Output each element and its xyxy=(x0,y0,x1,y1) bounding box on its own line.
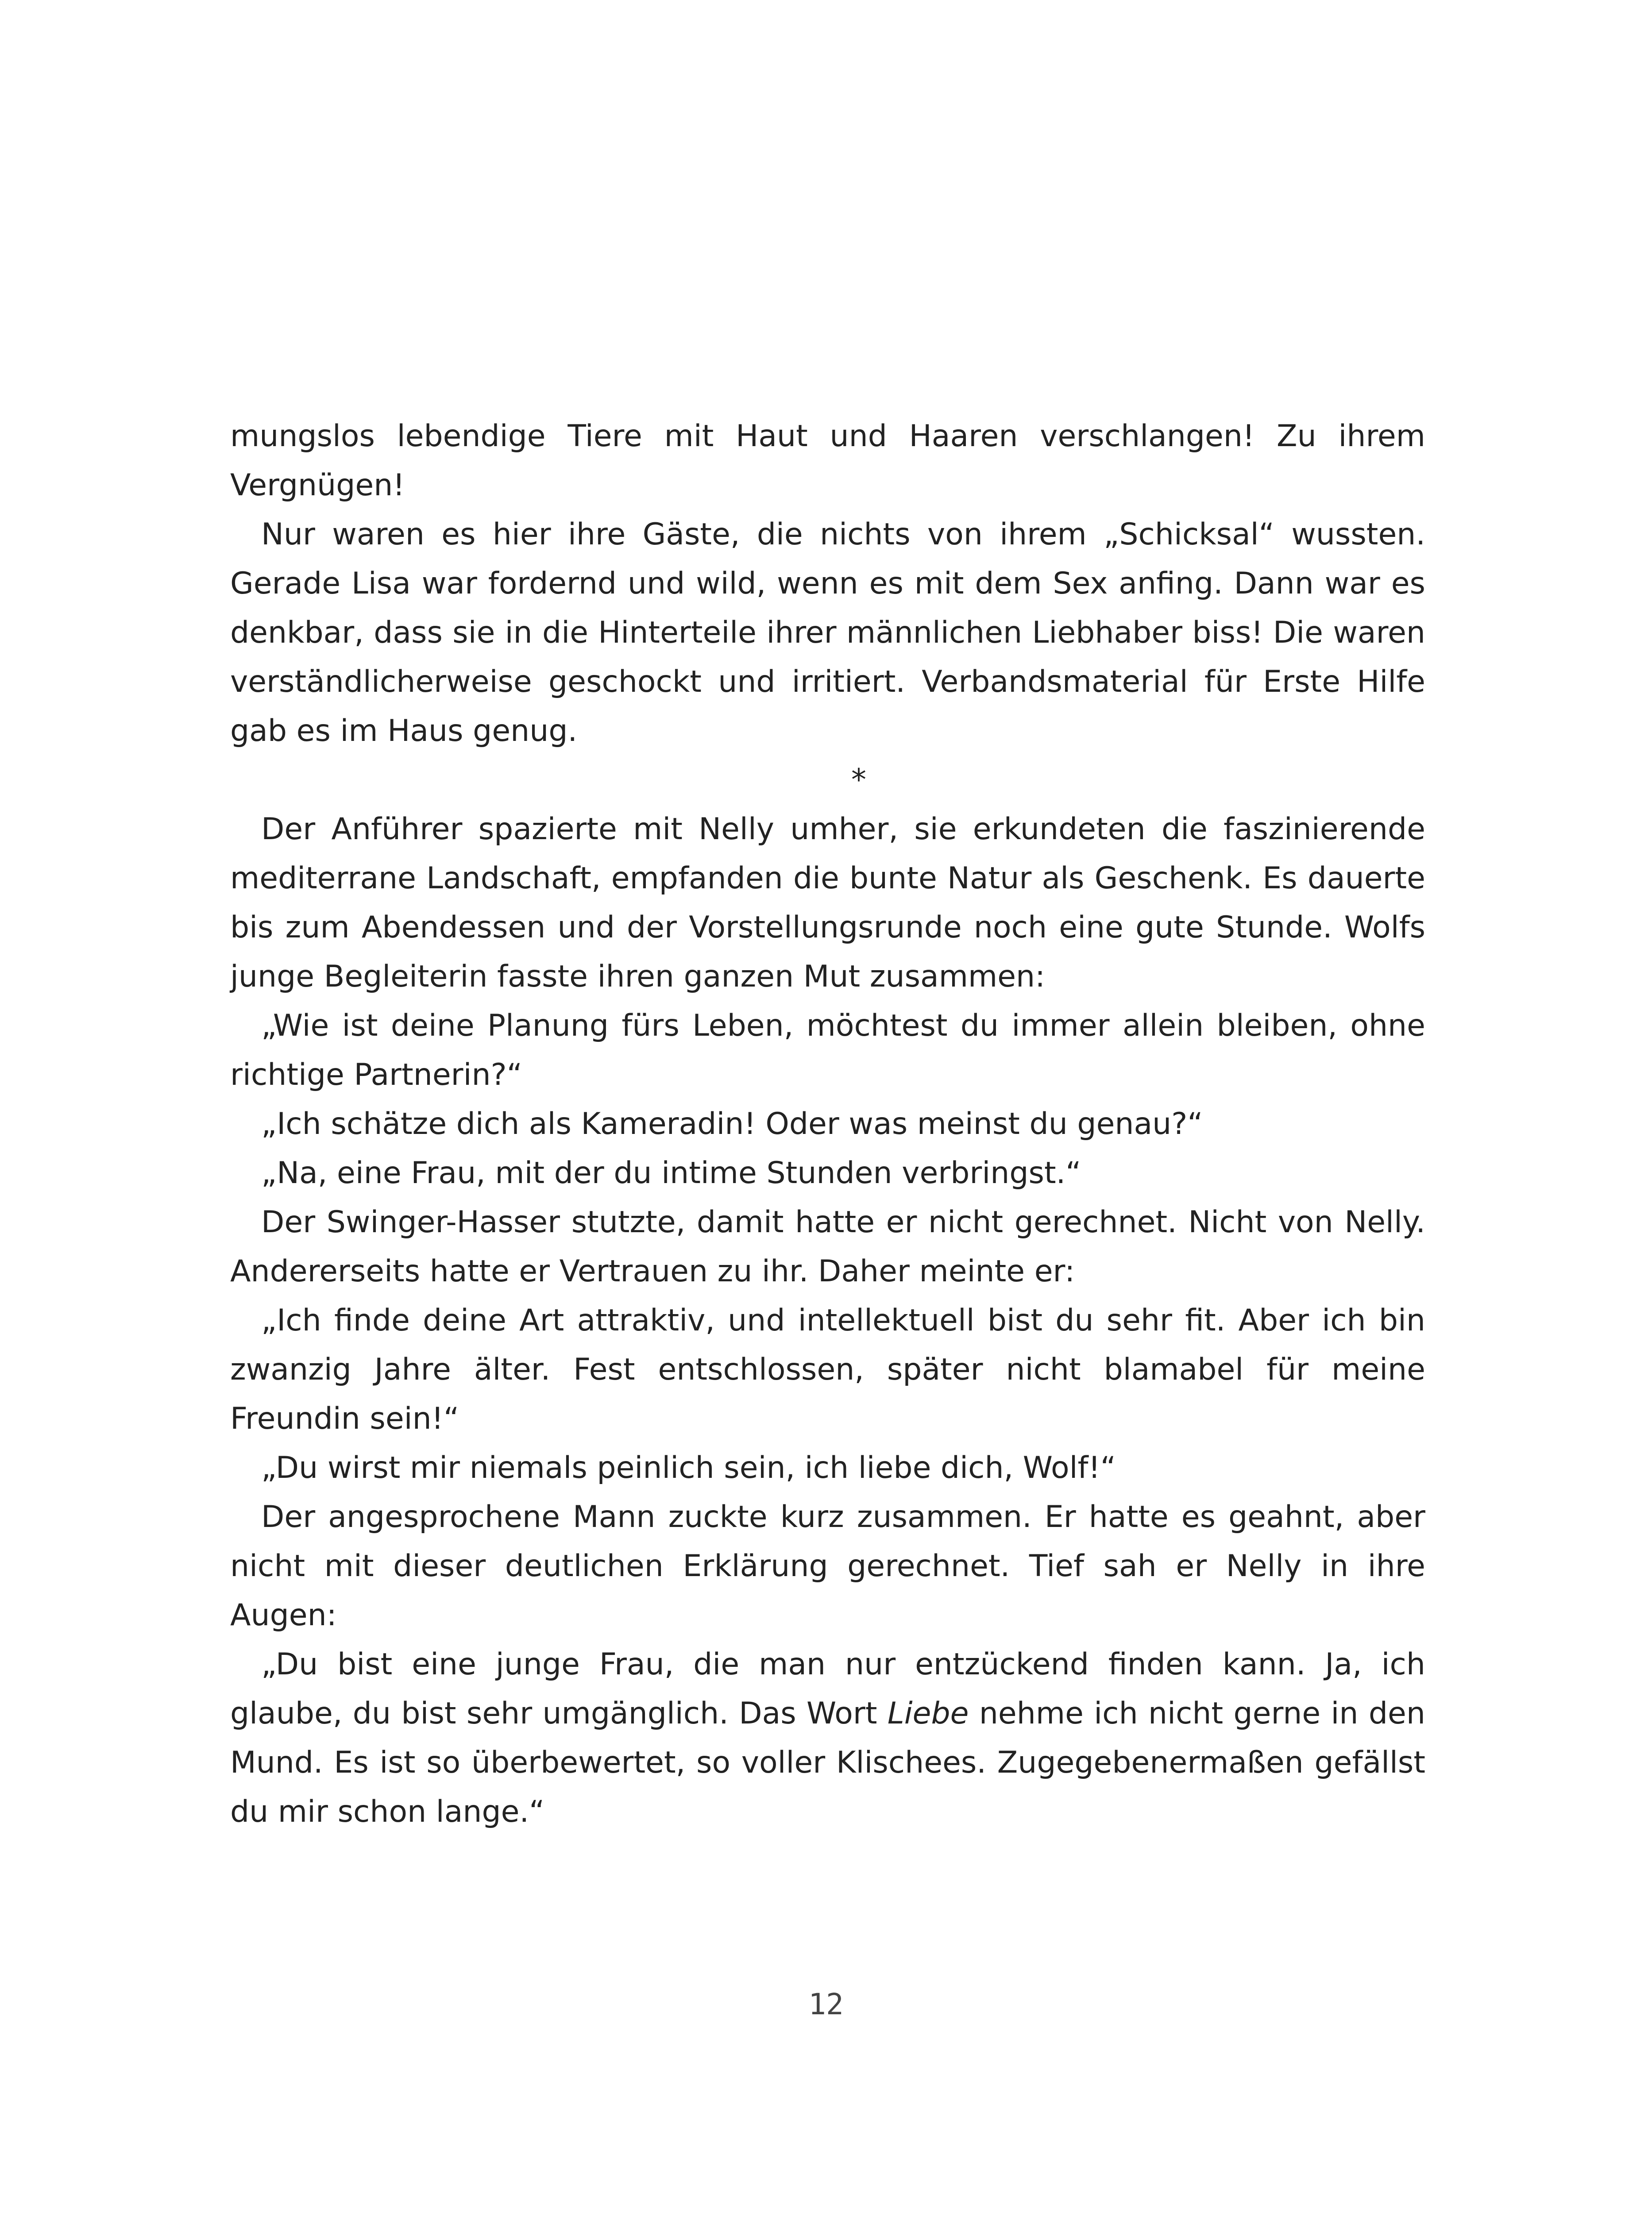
section-separator: * xyxy=(851,763,866,798)
paragraph: „Ich schätze dich als Kameradin! Oder was meinst du genau?“ xyxy=(261,1106,1203,1141)
body-text xyxy=(230,412,1425,1836)
paragraph: Nur waren es hier ihre Gäste, die nichts von ihrem „Schicksal“ wussten. Gerade Lisa war fordernd und wild, wenn es mit dem Sex anfing. Dann war es denkbar, dass sie in die Hinterteile ihrer männlichen Liebhaber biss! Die waren verständlicherweise geschockt und irritiert. Verbandsmaterial für Erste Hilfe gab es im Haus genug. xyxy=(230,517,1425,748)
paragraph-last xyxy=(230,1640,1425,1836)
paragraph-text-after-italic: nehme ich nicht gerne in den Mund. Es ist so überbewertet, so voller Klischees. Zugegebenermaßen gefällst du mir schon lange.“ xyxy=(230,1696,1425,1829)
paragraph: „Na, eine Frau, mit der du intime Stunden verbringst.“ xyxy=(261,1156,1081,1191)
italic-word: Liebe xyxy=(887,1696,969,1731)
paragraph: mungslos lebendige Tiere mit Haut und Haaren verschlangen! Zu ihrem Vergnügen! xyxy=(230,419,1425,503)
paragraph-text-before-italic: „Du bist eine junge Frau, die man nur entzückend finden kann. Ja, ich glaube, du bist sehr umgänglich. Das Wort xyxy=(230,1647,1425,1731)
paragraph: Der Anführer spazierte mit Nelly umher, sie erkundeten die faszinierende mediterrane Landschaft, empfanden die bunte Natur als Geschenk. Es dauerte bis zum Abendessen und der Vorstellungsrunde noch eine gute Stunde. Wolfs junge Begleiterin fasste ihren ganzen Mut zusammen: xyxy=(230,812,1425,994)
paragraph: „Ich finde deine Art attraktiv, und intellektuell bist du sehr fit. Aber ich bin zwanzig Jahre älter. Fest entschlossen, später nicht blamabel für meine Freundin sein!“ xyxy=(230,1303,1425,1436)
paragraph: „Wie ist deine Planung fürs Leben, möchtest du immer allein bleiben, ohne richtige Partnerin?“ xyxy=(230,1008,1425,1092)
paragraph: „Du wirst mir niemals peinlich sein, ich liebe dich, Wolf!“ xyxy=(261,1450,1116,1485)
paragraph: Der Swinger-Hasser stutzte, damit hatte er nicht gerechnet. Nicht von Nelly. Andererseits hatte er Vertrauen zu ihr. Daher meinte er: xyxy=(230,1205,1425,1289)
page-number: 12 xyxy=(808,1987,844,2021)
paragraph: Der angesprochene Mann zuckte kurz zusammen. Er hatte es geahnt, aber nicht mit dieser deutlichen Erklärung gerechnet. Tief sah er Nelly in ihre Augen: xyxy=(230,1500,1425,1633)
